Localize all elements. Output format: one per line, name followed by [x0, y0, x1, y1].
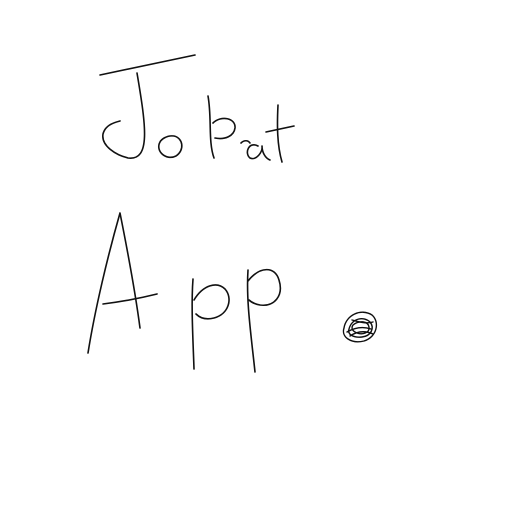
scribble-dot-icon	[343, 312, 376, 341]
handwritten-line-1	[100, 55, 294, 162]
handwritten-line-2	[88, 213, 280, 372]
